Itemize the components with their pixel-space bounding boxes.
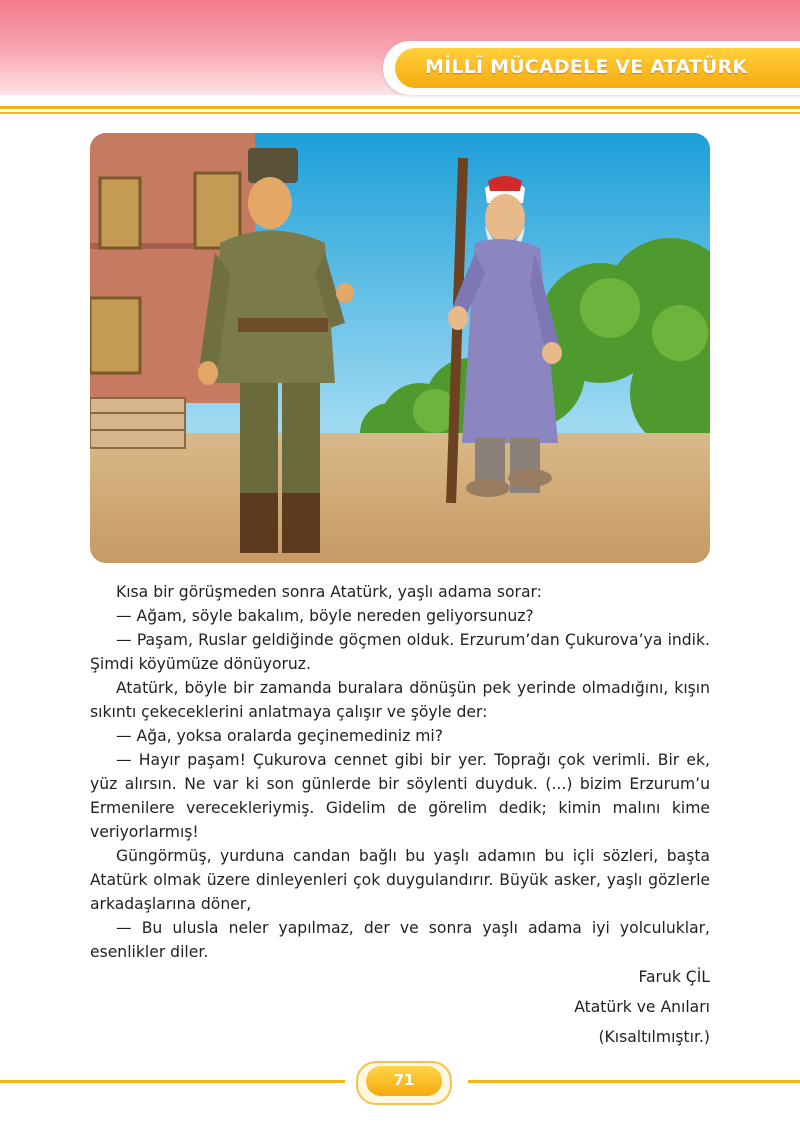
header-rule (0, 106, 800, 109)
paragraph-5: — Ağa, yoksa oralarda geçinemediniz mi? (116, 727, 444, 745)
section-title: MİLLÎ MÜCADELE VE ATATÜRK (425, 56, 748, 78)
paragraph-7: Güngörmüş, yurduna candan bağlı bu yaşlı adamın bu içli sözleri, başta Atatürk olmak üzere dinleyenleri çok duygulandırır. Büyük asker, yaşlı gözlerle arkadaşlarına döner, (90, 847, 710, 913)
citation-note: (Kısaltılmıştır.) (598, 1028, 710, 1046)
citation-author: Faruk ÇİL (638, 968, 710, 986)
footer-rule-left (0, 1080, 345, 1083)
page-number: 71 (393, 1071, 415, 1089)
story-text (90, 580, 710, 964)
header-rule-thin (0, 112, 800, 114)
story-illustration (90, 133, 710, 563)
paragraph-8: — Bu ulusla neler yapılmaz, der ve sonra yaşlı adama iyi yolculuklar, esenlikler diler. (90, 919, 710, 961)
paragraph-4: Atatürk, böyle bir zamanda buralara dönüşün pek yerinde olmadığını, kışın sıkıntı çekeceklerini anlatmaya çalışır ve şöyle der: (90, 679, 710, 721)
citation-book: Atatürk ve Anıları (574, 998, 710, 1016)
illustration-scene-icon (90, 133, 710, 563)
citation (574, 962, 710, 1052)
paragraph-1: Kısa bir görüşmeden sonra Atatürk, yaşlı adama sorar: (116, 583, 542, 601)
paragraph-3: — Paşam, Ruslar geldiğinde göçmen olduk. Erzurum’dan Çukurova’ya indik. Şimdi köyümüze dönüyoruz. (90, 631, 710, 673)
paragraph-6: — Hayır paşam! Çukurova cennet gibi bir yer. Toprağı çok verimli. Bir ek, yüz alırsın. Ne var ki son günlerde bir söylenti duyduk. (...) bizim Erzurum’u Ermenilere verecekleriymiş. Gidelim de görelim dedik; kimin malını kime veriyorlarmış! (90, 751, 710, 841)
footer-rule-right (468, 1080, 800, 1083)
paragraph-2: — Ağam, söyle bakalım, böyle nereden geliyorsunuz? (116, 607, 534, 625)
